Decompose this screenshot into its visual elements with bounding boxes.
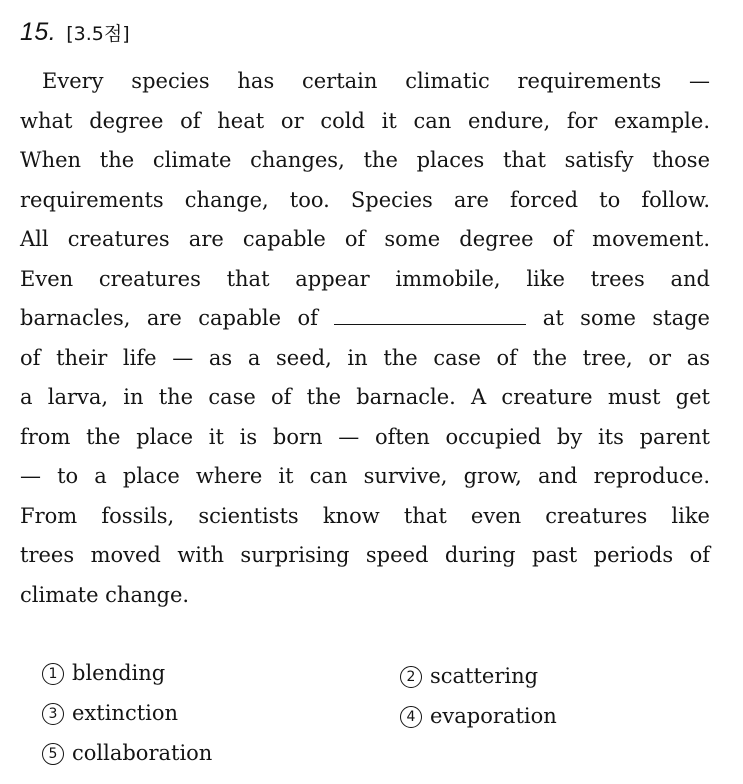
choice-1[interactable] bbox=[42, 659, 165, 687]
passage-line: Even creatures that appear immobile, like trees and bbox=[20, 266, 710, 291]
passage-line: from the place it is born — often occupied by its parent bbox=[20, 424, 710, 449]
choice-4[interactable] bbox=[400, 702, 557, 730]
passage-line: — to a place where it can survive, grow, and reproduce. bbox=[20, 464, 710, 488]
choice-2-marker: 2 bbox=[400, 666, 422, 688]
choice-5[interactable] bbox=[42, 739, 212, 767]
choice-3[interactable] bbox=[42, 699, 178, 727]
passage-line: From fossils, scientists know that even creatures like bbox=[20, 503, 710, 528]
passage-line: what degree of heat or cold it can endure, for example. bbox=[20, 108, 710, 133]
question-header bbox=[20, 18, 130, 52]
passage-line-before-blank: barnacles, are capable of bbox=[20, 306, 318, 330]
passage-line: When the climate changes, the places that satisfy those bbox=[20, 148, 710, 172]
passage-line: of their life — as a seed, in the case of the tree, or as bbox=[20, 345, 710, 370]
choice-5-text: collaboration bbox=[72, 741, 213, 765]
choice-2-text: scattering bbox=[430, 664, 539, 688]
answer-blank bbox=[334, 302, 526, 325]
passage-line-after-blank: at some stage bbox=[542, 306, 710, 330]
passage-line: a larva, in the case of the barnacle. A creature must get bbox=[20, 385, 710, 409]
question-number: 15. bbox=[20, 18, 57, 46]
choice-1-text: blending bbox=[72, 661, 166, 685]
choice-4-text: evaporation bbox=[430, 704, 557, 728]
choice-5-marker: 5 bbox=[42, 743, 64, 765]
passage-line: trees moved with surprising speed during past periods of bbox=[20, 543, 710, 567]
choice-1-marker: 1 bbox=[42, 663, 64, 685]
passage-line: requirements change, too. Species are forced to follow. bbox=[20, 187, 710, 212]
passage-line: Every species has certain climatic requirements — bbox=[42, 69, 710, 93]
passage bbox=[20, 62, 710, 615]
choice-2[interactable] bbox=[400, 662, 538, 690]
choice-3-text: extinction bbox=[72, 701, 179, 725]
question-points: [3.5점] bbox=[66, 23, 130, 45]
passage-line: All creatures are capable of some degree of movement. bbox=[20, 227, 710, 251]
passage-line-with-blank bbox=[20, 299, 710, 339]
choice-3-marker: 3 bbox=[42, 703, 64, 725]
passage-line: climate change. bbox=[20, 582, 190, 607]
choice-4-marker: 4 bbox=[400, 706, 422, 728]
